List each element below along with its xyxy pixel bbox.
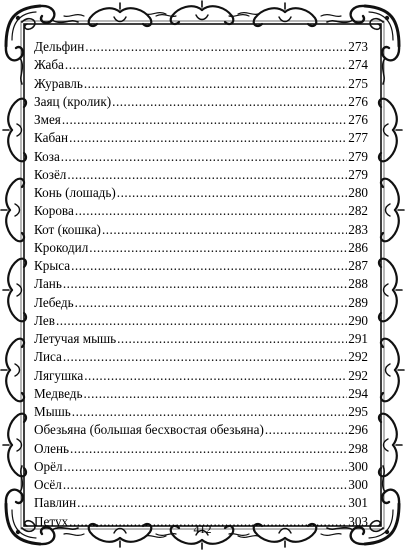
page-number: 412 — [193, 522, 212, 536]
dot-leader — [77, 494, 347, 512]
toc-entry — [34, 403, 368, 421]
toc-entry-title: Лань — [34, 276, 62, 292]
dot-leader — [65, 56, 347, 74]
toc-entry — [34, 385, 368, 403]
toc-entry-page: 292 — [348, 367, 368, 383]
toc-entry — [34, 184, 368, 202]
dot-leader — [67, 166, 347, 184]
toc-entry-page: 303 — [348, 513, 368, 529]
toc-entry-title: Петух — [34, 513, 69, 529]
toc-entry-page: 291 — [348, 331, 368, 346]
table-of-contents — [34, 38, 368, 531]
toc-entry-title: Павлин — [34, 495, 77, 511]
dot-leader — [63, 348, 347, 366]
toc-entry-title: Коза — [34, 148, 60, 164]
dot-leader — [89, 239, 347, 257]
dot-leader — [84, 367, 347, 385]
toc-entry — [34, 440, 368, 458]
dot-leader — [84, 385, 348, 403]
dot-leader — [75, 294, 348, 312]
toc-entry-title: Лиса — [34, 349, 62, 365]
toc-entry-page: 279 — [348, 166, 368, 182]
toc-entry — [34, 148, 368, 166]
toc-entry — [34, 275, 368, 293]
toc-entry-page: 283 — [348, 221, 368, 237]
toc-entry — [34, 367, 368, 385]
toc-entry-title: Заяц (кролик) — [34, 93, 112, 109]
dot-leader — [102, 221, 347, 239]
toc-entry-page: 292 — [348, 349, 368, 365]
dot-leader — [71, 257, 347, 275]
toc-entry-title: Лебедь — [34, 294, 74, 310]
toc-entry-page: 287 — [348, 258, 368, 273]
toc-entry-page: 300 — [348, 458, 368, 474]
toc-entry — [34, 75, 368, 93]
dot-leader — [56, 312, 347, 330]
dot-leader — [69, 129, 347, 147]
toc-entry-page: 290 — [348, 312, 368, 328]
toc-entry-page: 275 — [348, 75, 368, 91]
toc-entry-page: 273 — [348, 39, 368, 54]
toc-entry-page: 282 — [348, 203, 368, 219]
toc-entry-page: 300 — [348, 477, 368, 492]
toc-entry — [34, 56, 368, 74]
dot-leader — [117, 184, 347, 202]
toc-entry — [34, 129, 368, 147]
dot-leader — [117, 330, 347, 348]
toc-entry — [34, 93, 368, 111]
dot-leader — [63, 476, 347, 494]
dot-leader — [63, 275, 347, 293]
dot-leader — [85, 38, 347, 56]
toc-entry-title: Медведь — [34, 385, 83, 401]
toc-entry — [34, 202, 368, 220]
toc-entry-page: 301 — [348, 495, 368, 511]
dot-leader — [62, 111, 347, 129]
toc-entry-title: Дельфин — [34, 39, 85, 54]
toc-entry-title: Осёл — [34, 477, 62, 492]
toc-entry-page: 295 — [348, 404, 368, 419]
toc-entry-page: 276 — [348, 93, 368, 109]
toc-entry-title: Лев — [34, 312, 55, 328]
toc-entry-page: 296 — [348, 422, 368, 438]
toc-entry-page: 298 — [348, 440, 368, 456]
toc-entry — [34, 38, 368, 56]
toc-entry-title: Кот (кошка) — [34, 221, 101, 237]
toc-entry-title: Конь (лошадь) — [34, 185, 116, 200]
toc-entry — [34, 312, 368, 330]
dot-leader — [64, 458, 348, 476]
dot-leader — [61, 148, 347, 166]
toc-entry-page: 294 — [348, 385, 368, 401]
toc-entry-page: 288 — [348, 276, 368, 292]
toc-entry — [34, 294, 368, 312]
toc-entry — [34, 239, 368, 257]
toc-entry-title: Орёл — [34, 458, 63, 474]
toc-entry-page: 277 — [348, 130, 368, 146]
toc-entry-title: Крокодил — [34, 239, 89, 255]
dot-leader — [265, 421, 347, 439]
dot-leader — [112, 93, 347, 111]
toc-entry-page: 279 — [348, 148, 368, 164]
toc-entry — [34, 166, 368, 184]
toc-entry-title: Корова — [34, 203, 74, 219]
toc-entry — [34, 111, 368, 129]
toc-entry-title: Журавль — [34, 75, 83, 91]
toc-entry — [34, 221, 368, 239]
toc-entry-page: 276 — [348, 112, 368, 127]
toc-entry-title: Летучая мышь — [34, 331, 117, 346]
toc-entry-title: Мышь — [34, 404, 71, 419]
toc-entry-page: 274 — [348, 57, 368, 73]
toc-entry-title: Козёл — [34, 166, 67, 182]
dot-leader — [72, 403, 347, 421]
toc-entry-page: 286 — [348, 239, 368, 255]
toc-entry — [34, 421, 368, 439]
toc-entry — [34, 458, 368, 476]
toc-entry — [34, 257, 368, 275]
dot-leader — [75, 202, 347, 220]
toc-entry-title: Лягушка — [34, 367, 84, 383]
toc-entry — [34, 330, 368, 348]
toc-entry-title: Обезьяна (большая бесхвостая обезьяна) — [34, 422, 264, 438]
toc-entry — [34, 494, 368, 512]
toc-entry — [34, 476, 368, 494]
toc-entry-title: Крыса — [34, 258, 71, 273]
dot-leader — [84, 75, 347, 93]
toc-entry-page: 280 — [348, 185, 368, 200]
toc-entry-title: Кабан — [34, 130, 69, 146]
toc-entry — [34, 348, 368, 366]
toc-entry-title: Олень — [34, 440, 70, 456]
toc-entry-page: 289 — [348, 294, 368, 310]
dot-leader — [70, 440, 347, 458]
toc-entry-title: Змея — [34, 112, 61, 127]
toc-entry-title: Жаба — [34, 57, 64, 73]
